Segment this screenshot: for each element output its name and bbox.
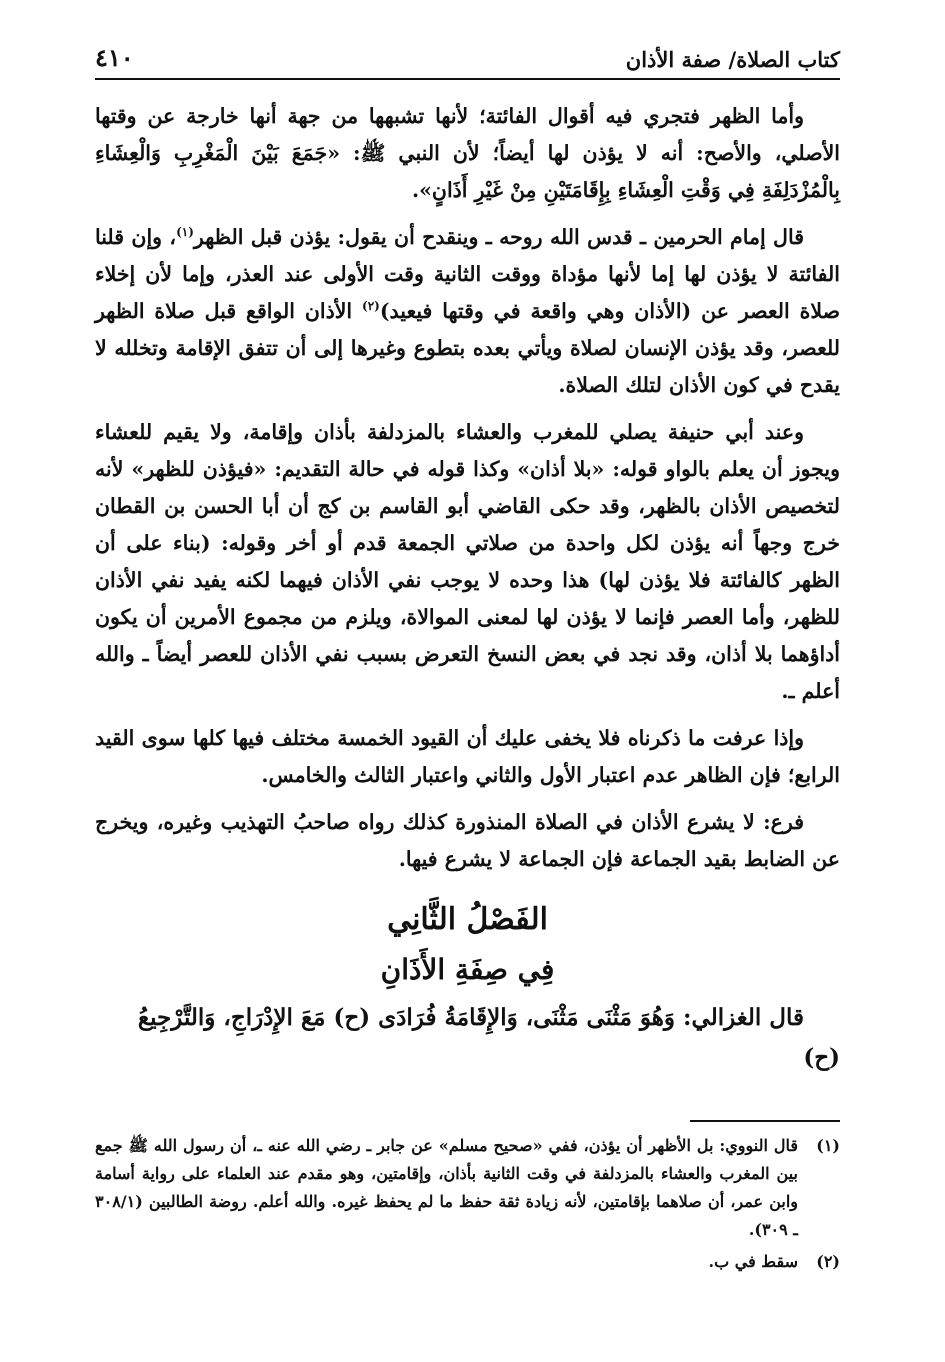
section-subtitle: فِي صِفَةِ الأَذَانِ: [380, 953, 555, 986]
footnote-2-text: سقط في ب.: [708, 1252, 798, 1271]
footnotes: [95, 1132, 840, 1276]
ghazali-quote: قال الغزالي: وَهُوَ مَثْنَى مَثْنَى، وَالإِقَامَةُ فُرَادَى (ح) مَعَ الإِدْرَاجِ، وَالتَّرْجِيعُ (ح): [137, 1004, 840, 1071]
paragraph-1: وأما الظهر فتجري فيه أقوال الفائتة؛ لأنها تشبهها من جهة أنها خارجة عن وقتها الأصلي، والأصح: أنه لا يؤذن لها أيضاً؛ لأن النبي ﷺ: «جَمَعَ بَيْنَ الْمَغْرِبِ وَالْعِشَاءِ بِالْمُزْدَلِفَةِ فِي وَقْتِ الْعِشَاءِ بِإِقَامَتَيْنِ مِنْ غَيْرِ أَذَانٍ».: [95, 104, 840, 202]
footnote-2: [95, 1248, 840, 1276]
paragraph-2: [95, 219, 840, 404]
section-title: الفَصْلُ الثَّانِي: [387, 902, 548, 937]
paragraph-4: وإذا عرفت ما ذكرناه فلا يخفى عليك أن القيود الخمسة مختلف فيها كلها سوى القيد الرابع؛ فإن الظاهر عدم اعتبار الأول والثاني واعتبار الثالث والخامس.: [95, 726, 840, 787]
footnote-1-number: (١): [816, 1136, 840, 1155]
paragraph-2-before: قال إمام الحرمين ـ قدس الله روحه ـ وينقدح أن يقول: يؤذن قبل الظهر: [193, 225, 804, 249]
footnote-1: [95, 1132, 840, 1244]
book-page: [95, 28, 840, 1328]
header-title: كتاب الصلاة/ صفة الأذان: [625, 47, 840, 72]
paragraph-2-middle: ، وإن قلنا الفائتة لا يؤذن لها إما لأنها مؤداة ووقت الثانية وقت الأولى عند العذر، وإما لأن إخلاء صلاة العصر عن (الأذان وهي واقعة في وقتها فيعيد): [95, 225, 840, 323]
running-header: [95, 28, 840, 80]
paragraph-3: وعند أبي حنيفة يصلي للمغرب والعشاء بالمزدلفة بأذان وإقامة، ولا يقيم للعشاء ويجوز أن يعلم بالواو قوله: «بلا أذان» وكذا قوله في حالة التقديم: «فيؤذن للظهر» لأنه لتخصيص الأذان بالظهر، وقد حكى القاضي أبو القاسم بن كج أن أبا الحسن بن القطان خرج وجهاً أنه يؤذن لكل واحدة من صلاتي الجمعة قدم أو أخر وقوله: (بناء على أن الظهر كالفائتة فلا يؤذن لها) هذا وحده لا يوجب نفي الأذان فيهما لكنه يفيد نفي الأذان للظهر، وأما العصر فإنما لا يؤذن لها لمعنى الموالاة، ويلزم من مجموع الأمرين أن يكون أداؤهما بلا أذان، وقد نجد في بعض النسخ التعرض بسبب نفي الأذان للعصر أيضاً ـ والله أعلم ـ.: [95, 420, 840, 703]
footnote-1-text: قال النووي: بل الأظهر أن يؤذن، ففي «صحيح مسلم» عن جابر ـ رضي الله عنه ـ، أن رسول الله ﷺ جمع بين المغرب والعشاء بالمزدلفة في وقت الثانية بأذان، وإقامتين، وهو مقدم عند العلماء على رواية أسامة وابن عمر، أن صلاهما بإقامتين، لأنه زيادة ثقة حفظ ما لم يحفظ غيره. والله أعلم. روضة الطالبين (٣٠٨/١ ـ ٣٠٩).: [95, 1136, 798, 1239]
paragraph-2-after: الأذان الواقع قبل صلاة الظهر للعصر، وقد يؤذن الإنسان لصلاة ويأتي بعده بتطوع وغيرها إلى أن تتفق الإقامة وتخلله لا يقدح في كون الأذان لتلك الصلاة.: [95, 299, 840, 397]
footnote-2-number: (٢): [816, 1252, 840, 1271]
footnote-ref-1[interactable]: (١): [176, 225, 194, 240]
main-text: [95, 98, 840, 1078]
page-number: ٤١٠: [95, 43, 134, 72]
footnote-ref-2[interactable]: (٢): [362, 299, 380, 314]
paragraph-5: فرع: لا يشرع الأذان في الصلاة المنذورة كذلك رواه صاحبُ التهذيب وغيره، ويخرج عن الضابط بقيد الجماعة فإن الجماعة لا يشرع فيها.: [95, 810, 840, 871]
footnote-separator: [690, 1120, 840, 1122]
